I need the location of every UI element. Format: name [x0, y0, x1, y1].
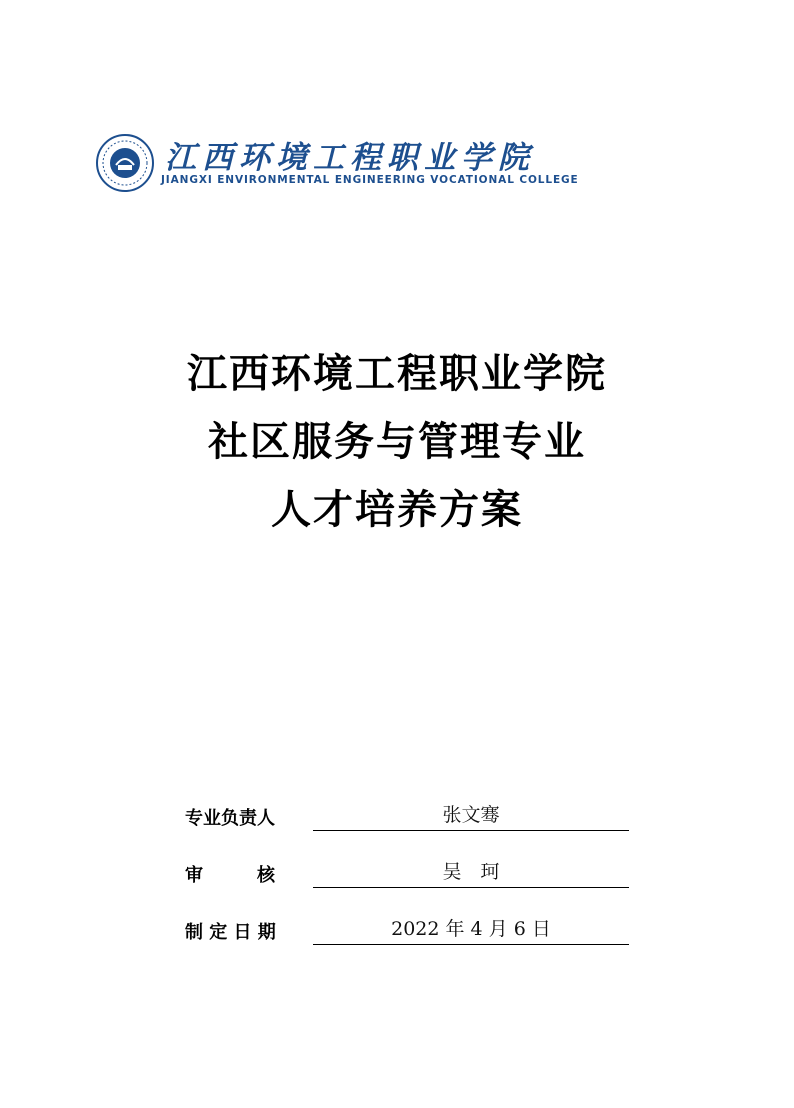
title-line-1: 江西环境工程职业学院 [187, 350, 607, 397]
value-major-lead: 张文骞 [313, 800, 629, 831]
school-name-cn: 江西环境工程职业学院 [165, 140, 535, 176]
school-name-en: JIANGXI ENVIRONMENTAL ENGINEERING VOCATIONAL COLLEGE [161, 174, 579, 186]
college-logo [95, 128, 579, 194]
info-row-major-lead [185, 800, 635, 857]
value-reviewer: 吴 珂 [313, 857, 629, 888]
document-title [0, 340, 794, 544]
label-date: 制 定 日 期 [185, 922, 276, 943]
title-line-3: 人才培养方案 [271, 486, 523, 533]
college-seal-icon [95, 133, 155, 193]
value-date: 2022 年 4 月 6 日 [313, 914, 629, 945]
label-major-lead: 专业负责人 [185, 808, 275, 829]
title-line-2: 社区服务与管理专业 [208, 418, 586, 465]
info-table [185, 800, 635, 971]
info-row-reviewer [185, 857, 635, 914]
info-row-date [185, 914, 635, 971]
label-reviewer: 审 核 [185, 865, 275, 886]
